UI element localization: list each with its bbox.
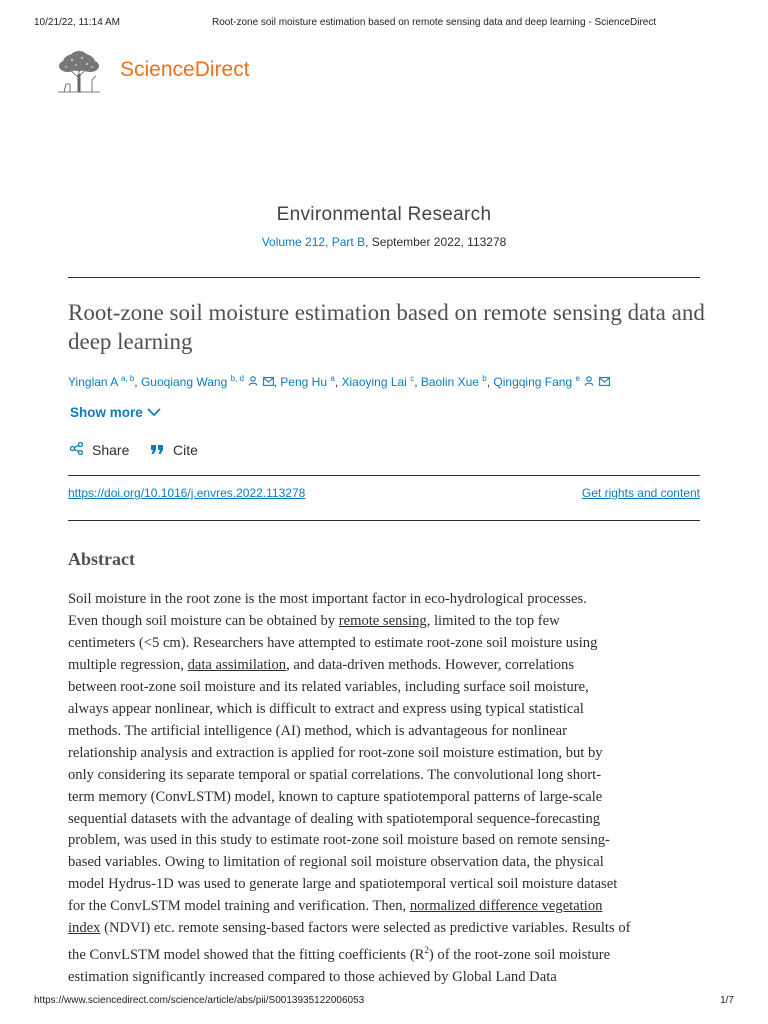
- abstract-line: [68, 940, 708, 967]
- author-name: Baolin Xue: [420, 375, 479, 389]
- glossary-link[interactable]: remote sensing: [338, 612, 427, 629]
- abstract-line: [68, 896, 708, 918]
- abstract-line: [68, 874, 708, 896]
- quote-icon: [150, 442, 164, 458]
- author-name: Yinglan A: [68, 375, 118, 389]
- volume-link[interactable]: Volume 212, Part B: [261, 235, 366, 249]
- glossary-link[interactable]: data assimilation: [187, 656, 287, 673]
- abstract-line: [68, 721, 708, 743]
- text-segment: Even though soil moisture can be obtained by: [68, 612, 339, 629]
- article-title: Root-zone soil moisture estimation based on remote sensing data and deep learning: [68, 300, 705, 354]
- text-segment: estimation significantly increased compared to those achieved by Global Land Data: [68, 969, 557, 986]
- author-separator: ,: [334, 375, 342, 389]
- divider: [68, 520, 700, 521]
- abstract-line: [68, 611, 708, 633]
- affiliation-marker: c: [410, 374, 415, 383]
- share-label: Share: [92, 442, 130, 458]
- abstract-heading: Abstract: [68, 549, 135, 569]
- show-more-button[interactable]: [70, 405, 161, 420]
- brand-name[interactable]: ScienceDirect: [120, 58, 250, 81]
- journal-title[interactable]: Environmental Research: [276, 204, 492, 225]
- abstract-line: [68, 967, 708, 989]
- author-separator: ,: [486, 375, 494, 389]
- abstract-line: [68, 633, 708, 655]
- glossary-link[interactable]: normalized difference vegetation: [409, 898, 603, 915]
- author-link[interactable]: [141, 375, 274, 389]
- person-icon: [248, 378, 258, 388]
- mail-icon: [263, 378, 274, 388]
- abstract-text: [68, 589, 708, 989]
- show-more-label: Show more: [70, 405, 143, 420]
- volume-info: [0, 235, 768, 249]
- person-icon: [584, 378, 594, 388]
- print-datetime: 10/21/22, 11:14 AM: [34, 17, 120, 28]
- affiliation-marker: e: [575, 374, 580, 383]
- text-segment: Soil moisture in the root zone is the most important factor in eco-hydrological processes.: [68, 591, 587, 607]
- author-link[interactable]: [280, 375, 335, 389]
- author-separator: ,: [414, 375, 421, 389]
- text-segment: for the ConvLSTM model training and verification. Then,: [68, 898, 410, 915]
- text-segment: always appear nonlinear, which is difficult to extract and express using typical statistical: [68, 700, 584, 717]
- author-separator: ,: [134, 375, 141, 389]
- cite-button[interactable]: [150, 442, 198, 458]
- author-list: [68, 374, 708, 389]
- abstract-line: [68, 677, 708, 699]
- author-link[interactable]: [421, 375, 487, 389]
- text-segment: ) of the root-zone soil moisture: [428, 947, 611, 964]
- abstract-line: [68, 787, 708, 809]
- abstract-line: [68, 809, 708, 831]
- text-segment: , and data-driven methods. However, correlations: [286, 656, 575, 673]
- author-link[interactable]: [493, 375, 609, 389]
- abstract-line: [68, 852, 708, 874]
- abstract-line: [68, 765, 708, 787]
- text-segment: model Hydrus-1D was used to generate large and spatiotemporal vertical soil moisture dataset: [68, 876, 618, 893]
- share-button[interactable]: [70, 442, 129, 458]
- text-segment: sequential datasets with the advantage of dealing with spatiotemporal sequence-forecasting: [68, 810, 601, 827]
- text-segment: term memory (ConvLSTM) model, known to capture spatiotemporal patterns of large-scale: [68, 788, 603, 805]
- author-name: Guoqiang Wang: [140, 375, 228, 389]
- divider: [68, 277, 700, 278]
- print-page-title: Root-zone soil moisture estimation based on remote sensing data and deep learning - ScienceDirect: [212, 17, 657, 28]
- abstract-line: [68, 918, 708, 940]
- abstract-line: [68, 699, 708, 721]
- author-name: Xiaoying Lai: [341, 375, 407, 389]
- mail-icon: [599, 378, 610, 388]
- elsevier-tree-logo[interactable]: [52, 50, 106, 94]
- glossary-link[interactable]: index: [68, 920, 101, 937]
- text-segment: between root-zone soil moisture and its related variables, including surface soil moisture,: [68, 678, 589, 695]
- text-segment: relationship analysis and extraction is applied for root-zone soil moisture estimation, but by: [68, 744, 603, 761]
- superscript: 2: [424, 945, 429, 956]
- cite-label: Cite: [173, 442, 198, 458]
- text-segment: only considering its separate temporal or spatial correlations. The convolutional long short-: [68, 766, 602, 783]
- volume-details: , September 2022, 113278: [365, 235, 507, 249]
- text-segment: the ConvLSTM model showed that the fitting coefficients (R: [68, 947, 425, 964]
- affiliation-marker: a, b: [120, 374, 135, 383]
- author-link[interactable]: [341, 375, 414, 389]
- text-segment: (NDVI) etc. remote sensing-based factors were selected as predictive variables. Results of: [100, 920, 631, 937]
- abstract-line: [68, 655, 708, 677]
- rights-link[interactable]: Get rights and content: [581, 486, 700, 500]
- doi-link[interactable]: https://doi.org/10.1016/j.envres.2022.113278: [68, 486, 306, 500]
- print-page-number: 1/7: [720, 995, 734, 1006]
- print-url: https://www.sciencedirect.com/science/article/abs/pii/S0013935122006053: [34, 995, 365, 1006]
- text-segment: based variables. Owing to limitation of regional soil moisture observation data, the physical: [68, 854, 604, 871]
- text-segment: problem, was used in this study to estimate root-zone soil moisture based on remote sensing-: [68, 832, 610, 849]
- text-segment: multiple regression,: [68, 656, 188, 673]
- affiliation-marker: b, d: [230, 374, 244, 383]
- text-segment: centimeters (<5 cm). Researchers have attempted to estimate root-zone soil moisture using: [68, 634, 598, 651]
- abstract-line: [68, 830, 708, 852]
- abstract-line: [68, 743, 708, 765]
- divider: [68, 475, 700, 476]
- affiliation-marker: a: [330, 374, 335, 383]
- author-separator: ,: [273, 375, 281, 389]
- share-icon: [70, 442, 83, 458]
- abstract-line: [68, 589, 708, 611]
- text-segment: , limited to the top few: [426, 612, 560, 629]
- affiliation-marker: b: [482, 374, 487, 383]
- text-segment: methods. The artificial intelligence (AI) method, which is advantageous for nonlinear: [68, 722, 568, 739]
- author-name: Qingqing Fang: [493, 375, 573, 389]
- author-link[interactable]: [68, 375, 134, 389]
- chevron-down-icon: [147, 405, 161, 420]
- author-name: Peng Hu: [280, 375, 327, 389]
